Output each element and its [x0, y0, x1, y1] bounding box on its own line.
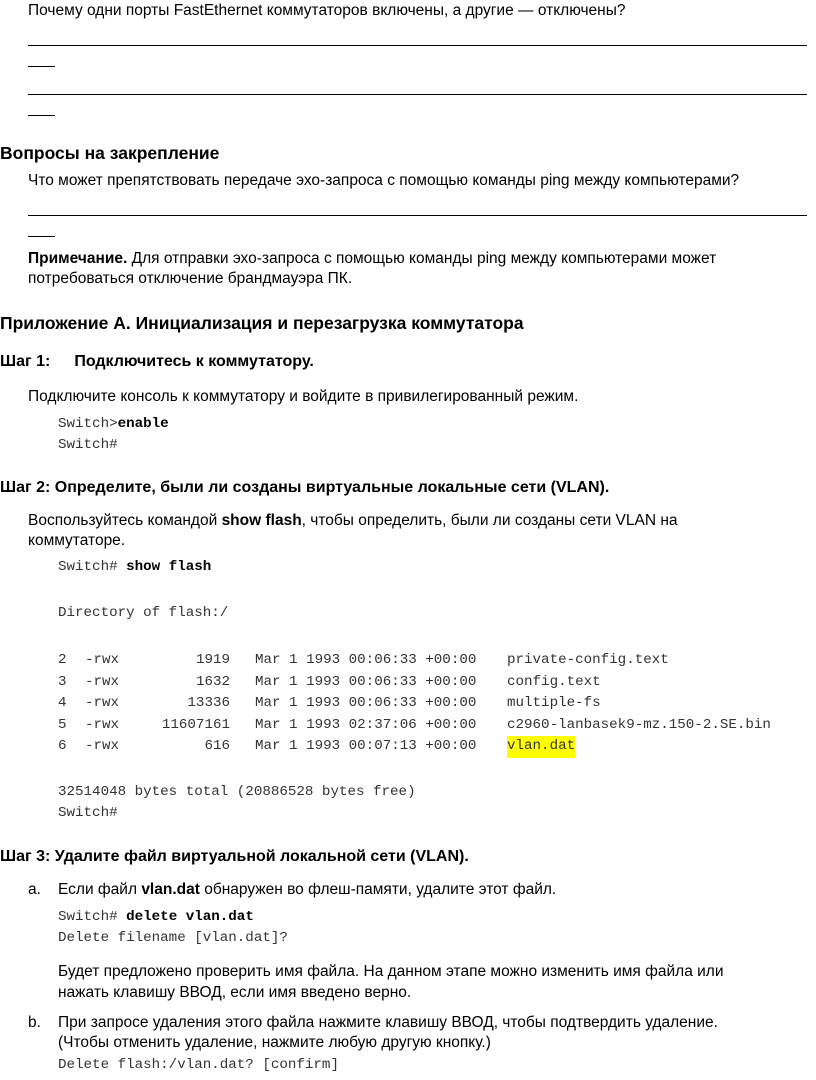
file-permissions: -rwx — [85, 673, 120, 690]
step1-prompt: Switch# — [58, 437, 118, 453]
file-name: c2960-lanbasek9-mz.150-2.SE.bin — [507, 716, 771, 733]
answer-line-stub — [28, 236, 55, 237]
answer-line — [28, 215, 807, 216]
file-row — [58, 693, 798, 715]
question-ping: Что может препятствовать передаче эхо-запроса с помощью команды ping между компьютерами? — [28, 172, 740, 189]
file-permissions: -rwx — [85, 652, 120, 668]
file-permissions: -rwx — [85, 716, 120, 733]
file-permissions: -rwx — [85, 695, 120, 711]
note-label: Примечание. — [28, 250, 128, 267]
delete-filename-prompt: Delete filename [vlan.dat]? — [58, 930, 288, 946]
answer-line — [28, 94, 807, 95]
command-delete: delete vlan.dat — [126, 909, 254, 925]
file-size: 616 — [204, 738, 230, 754]
file-row — [58, 736, 798, 758]
step1-number: Шаг 1: — [0, 353, 51, 370]
file-size: 1632 — [195, 673, 230, 690]
answer-line-stub — [28, 66, 55, 67]
answer-line-stub — [28, 115, 55, 116]
answer-line — [28, 45, 807, 46]
file-number: 6 — [58, 738, 67, 754]
step3-a-note-1: Будет предложено проверить имя файла. На данном этапе можно изменить имя файла или — [58, 963, 724, 980]
directory-line: Directory of flash:/ — [58, 605, 229, 621]
appendix-heading: Приложение А. Инициализация и перезагрузка коммутатора — [0, 313, 524, 333]
file-name: multiple-fs — [507, 695, 601, 711]
step3-b-text-1: При запросе удаления этого файла нажмите клавишу ВВОД, чтобы подтвердить удаление. — [58, 1014, 718, 1031]
step3-b-text-2: (Чтобы отменить удаление, нажмите любую другую кнопку.) — [58, 1034, 491, 1051]
step3-a-marker: a. — [28, 881, 41, 898]
delete-confirm-prompt: Delete flash:/vlan.dat? [confirm] — [58, 1057, 339, 1073]
file-number: 2 — [58, 652, 67, 668]
step1-text: Подключите консоль к коммутатору и войдите в привилегированный режим. — [28, 388, 579, 405]
step2-text-1: Воспользуйтесь командой show flash, чтобы определить, были ли созданы сети VLAN на — [28, 512, 678, 529]
file-number: 4 — [58, 695, 67, 711]
file-row — [58, 650, 798, 672]
step3-heading: Шаг 3: Удалите файл виртуальной локальной сети (VLAN). — [0, 848, 469, 865]
file-name: private-config.text — [507, 652, 669, 668]
question-ports: Почему одни порты FastEthernet коммутаторов включены, а другие — отключены? — [28, 2, 626, 19]
step2-heading: Шаг 2: Определите, были ли созданы виртуальные локальные сети (VLAN). — [0, 479, 610, 496]
step3-a-note-2: нажать клавишу ВВОД, если имя введено верно. — [58, 984, 412, 1001]
file-date: Mar 1 1993 02:37:06 +00:00 — [255, 716, 477, 733]
file-size: 11607161 — [161, 716, 230, 733]
step1-command-line: Switch>enable — [58, 416, 169, 432]
step1-heading — [0, 351, 314, 373]
step1-title: Подключитесь к коммутатору. — [74, 353, 314, 370]
command-show-flash: show flash — [126, 559, 212, 575]
section-heading-review: Вопросы на закрепление — [0, 143, 220, 163]
file-size: 13336 — [187, 695, 230, 711]
bytes-total-line: 32514048 bytes total (20886528 bytes free) — [58, 784, 416, 800]
file-name: vlan.dat — [507, 736, 575, 758]
note-line-2: потребоваться отключение брандмауэра ПК. — [28, 270, 353, 287]
file-row — [58, 715, 798, 737]
step3-a-text: Если файл vlan.dat обнаружен во флеш-памяти, удалите этот файл. — [58, 881, 557, 898]
step2-text-2: коммутаторе. — [28, 532, 126, 549]
file-size: 1919 — [195, 652, 230, 668]
file-date: Mar 1 1993 00:07:13 +00:00 — [255, 738, 477, 754]
file-number: 3 — [58, 673, 67, 690]
command-enable: enable — [117, 416, 169, 432]
file-name: config.text — [507, 673, 601, 690]
file-permissions: -rwx — [85, 738, 120, 754]
file-row — [58, 672, 798, 694]
file-number: 5 — [58, 716, 67, 733]
file-date: Mar 1 1993 00:06:33 +00:00 — [255, 695, 477, 711]
file-date: Mar 1 1993 00:06:33 +00:00 — [255, 673, 477, 690]
file-date: Mar 1 1993 00:06:33 +00:00 — [255, 652, 477, 668]
step3-command-line: Switch# delete vlan.dat — [58, 909, 254, 925]
step2-prompt-end: Switch# — [58, 805, 118, 821]
step3-b-marker: b. — [28, 1014, 41, 1031]
note-line-1: Примечание. Для отправки эхо-запроса с помощью команды ping между компьютерами может — [28, 250, 717, 267]
filename-vlan-dat: vlan.dat — [141, 881, 200, 898]
step2-command-line: Switch# show flash — [58, 559, 212, 575]
